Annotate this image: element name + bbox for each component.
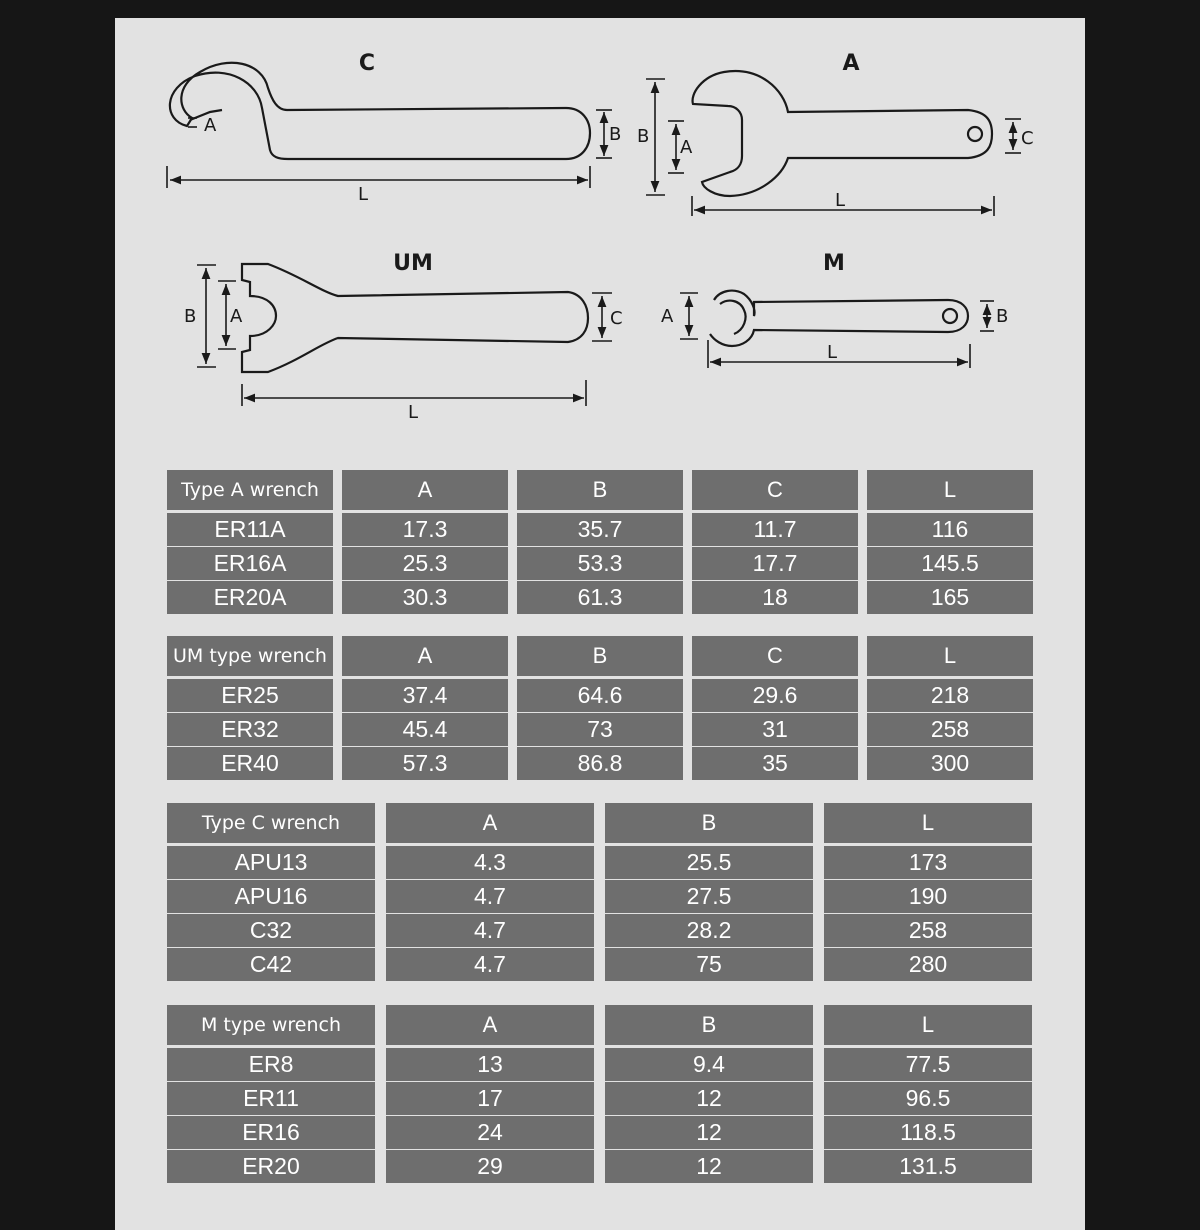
- wrench-diagrams: [0, 0, 1200, 440]
- model-cell: ER16A: [167, 547, 333, 580]
- model-cell: ER11A: [167, 513, 333, 546]
- value-cell: 64.6: [517, 679, 683, 712]
- value-cell: 280: [824, 948, 1032, 981]
- wrench-a-dim-a: A: [680, 137, 693, 158]
- value-cell: 17: [386, 1082, 594, 1115]
- column-header: L: [824, 803, 1032, 843]
- value-cell: 12: [605, 1116, 813, 1149]
- model-cell: ER40: [167, 747, 333, 780]
- model-cell: ER20: [167, 1150, 375, 1183]
- column-header: L: [867, 636, 1033, 676]
- value-cell: 96.5: [824, 1082, 1032, 1115]
- value-cell: 30.3: [342, 581, 508, 614]
- wrench-m-dim-a: A: [661, 306, 674, 327]
- value-cell: 12: [605, 1150, 813, 1183]
- value-cell: 57.3: [342, 747, 508, 780]
- wrench-um-title: UM: [393, 251, 433, 276]
- wrench-um-drawing: [242, 264, 588, 372]
- model-cell: C42: [167, 948, 375, 981]
- column-header: A: [386, 803, 594, 843]
- value-cell: 173: [824, 846, 1032, 879]
- model-cell: APU16: [167, 880, 375, 913]
- wrench-um-dim-a: A: [230, 306, 243, 327]
- model-cell: ER25: [167, 679, 333, 712]
- value-cell: 17.3: [342, 513, 508, 546]
- column-header: C: [692, 636, 858, 676]
- model-cell: APU13: [167, 846, 375, 879]
- wrench-um-dim-l: L: [407, 402, 419, 423]
- value-cell: 28.2: [605, 914, 813, 947]
- value-cell: 31: [692, 713, 858, 746]
- table-title: Type C wrench: [167, 803, 375, 843]
- column-header: A: [342, 470, 508, 510]
- column-header: B: [517, 470, 683, 510]
- value-cell: 145.5: [867, 547, 1033, 580]
- value-cell: 24: [386, 1116, 594, 1149]
- value-cell: 25.5: [605, 846, 813, 879]
- model-cell: ER32: [167, 713, 333, 746]
- model-cell: ER8: [167, 1048, 375, 1081]
- value-cell: 11.7: [692, 513, 858, 546]
- wrench-um-dim-b: B: [184, 306, 197, 327]
- value-cell: 258: [867, 713, 1033, 746]
- value-cell: 4.7: [386, 948, 594, 981]
- wrench-c-title: C: [358, 51, 376, 76]
- value-cell: 4.3: [386, 846, 594, 879]
- value-cell: 45.4: [342, 713, 508, 746]
- wrench-c-dim-l: L: [357, 184, 369, 205]
- column-header: B: [605, 1005, 813, 1045]
- wrench-m-dim-b: B: [996, 306, 1009, 327]
- value-cell: 165: [867, 581, 1033, 614]
- column-header: C: [692, 470, 858, 510]
- column-header: B: [605, 803, 813, 843]
- value-cell: 29.6: [692, 679, 858, 712]
- model-cell: C32: [167, 914, 375, 947]
- column-header: A: [342, 636, 508, 676]
- value-cell: 12: [605, 1082, 813, 1115]
- value-cell: 75: [605, 948, 813, 981]
- value-cell: 17.7: [692, 547, 858, 580]
- wrench-a-dim-l: L: [834, 190, 846, 211]
- wrench-c-dim-b: B: [609, 124, 622, 145]
- value-cell: 35: [692, 747, 858, 780]
- wrench-m-drawing: [710, 291, 968, 346]
- table-title: UM type wrench: [167, 636, 333, 676]
- value-cell: 27.5: [605, 880, 813, 913]
- model-cell: ER20A: [167, 581, 333, 614]
- value-cell: 190: [824, 880, 1032, 913]
- value-cell: 116: [867, 513, 1033, 546]
- table-title: Type A wrench: [167, 470, 333, 510]
- model-cell: ER16: [167, 1116, 375, 1149]
- wrench-c-drawing: [170, 63, 590, 159]
- value-cell: 131.5: [824, 1150, 1032, 1183]
- value-cell: 29: [386, 1150, 594, 1183]
- wrench-a-drawing: [693, 71, 992, 196]
- column-header: A: [386, 1005, 594, 1045]
- value-cell: 218: [867, 679, 1033, 712]
- value-cell: 77.5: [824, 1048, 1032, 1081]
- value-cell: 9.4: [605, 1048, 813, 1081]
- value-cell: 18: [692, 581, 858, 614]
- wrench-um-dim-c: C: [610, 308, 623, 329]
- value-cell: 25.3: [342, 547, 508, 580]
- wrench-c-dim-a: A: [204, 115, 217, 136]
- wrench-a-dim-b: B: [637, 126, 650, 147]
- table-title: M type wrench: [167, 1005, 375, 1045]
- value-cell: 118.5: [824, 1116, 1032, 1149]
- wrench-m-title: M: [823, 251, 845, 276]
- value-cell: 53.3: [517, 547, 683, 580]
- value-cell: 73: [517, 713, 683, 746]
- value-cell: 258: [824, 914, 1032, 947]
- column-header: B: [517, 636, 683, 676]
- value-cell: 35.7: [517, 513, 683, 546]
- value-cell: 61.3: [517, 581, 683, 614]
- wrench-a-title: A: [842, 51, 860, 76]
- value-cell: 86.8: [517, 747, 683, 780]
- model-cell: ER11: [167, 1082, 375, 1115]
- column-header: L: [824, 1005, 1032, 1045]
- value-cell: 300: [867, 747, 1033, 780]
- value-cell: 13: [386, 1048, 594, 1081]
- column-header: L: [867, 470, 1033, 510]
- value-cell: 37.4: [342, 679, 508, 712]
- wrench-a-dim-c: C: [1021, 128, 1034, 149]
- wrench-m-dim-l: L: [826, 342, 838, 363]
- value-cell: 4.7: [386, 914, 594, 947]
- value-cell: 4.7: [386, 880, 594, 913]
